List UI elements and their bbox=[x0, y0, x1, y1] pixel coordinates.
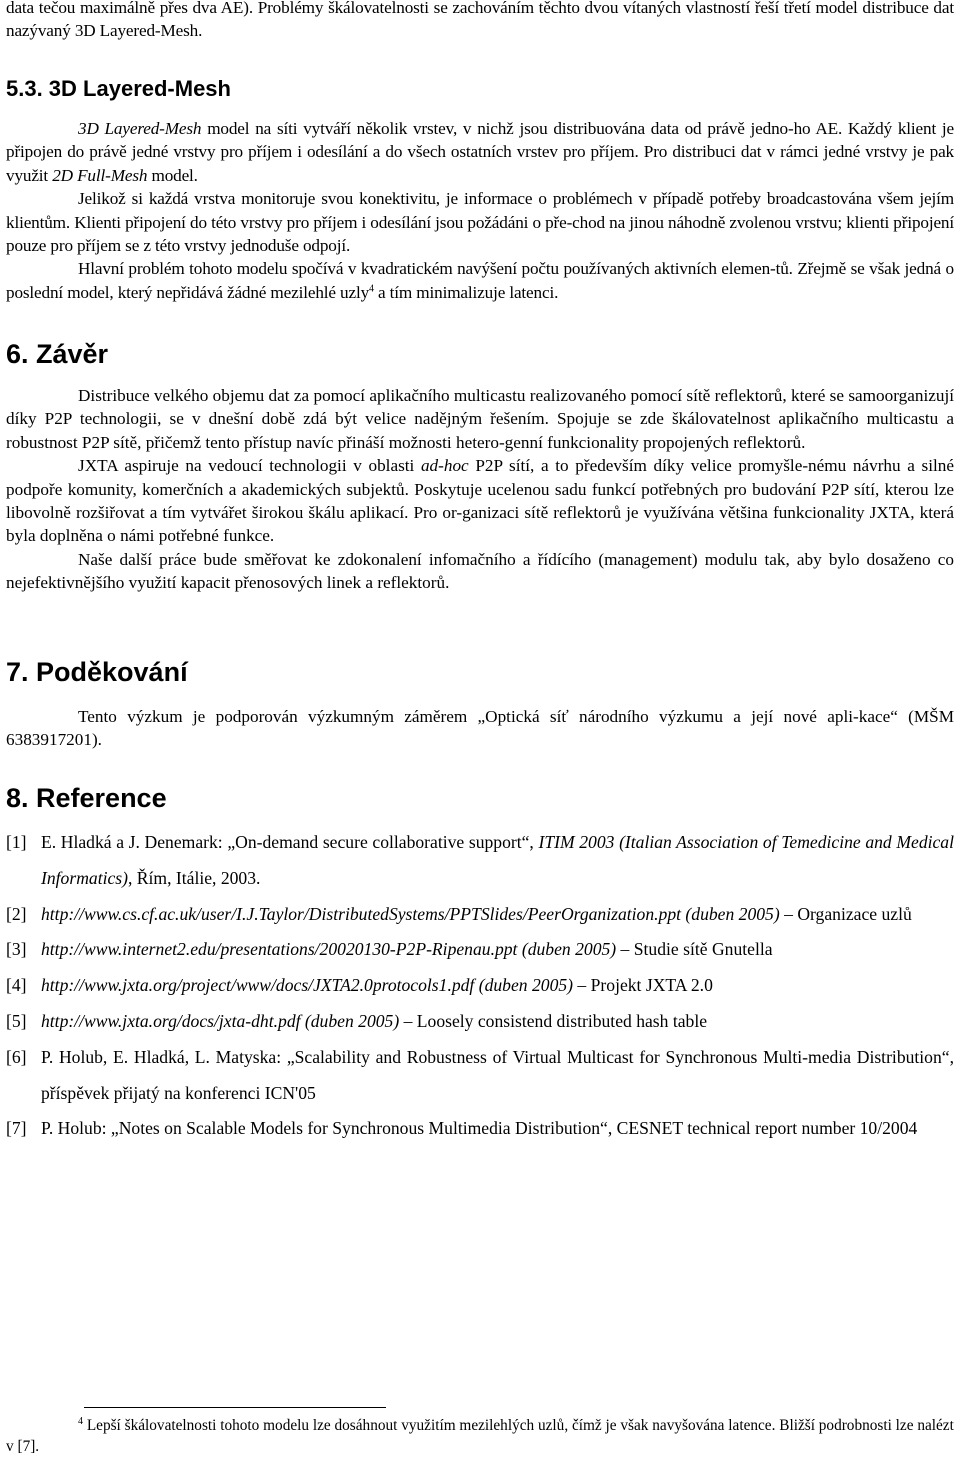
section-7-body bbox=[6, 705, 954, 752]
carryover-paragraph: data tečou maximálně přes dva AE). Problémy škálovatelnosti se zachováním těchto dvou vítaných vlastností řeší třetí model distribuce dat nazývaný 3D Layered-Mesh. bbox=[6, 0, 954, 41]
carryover-line-1: data tečou maximálně přes dva AE). Problémy škálovatelnosti se zachováním těchto dvou vítaných vlastností bbox=[6, 0, 751, 17]
reference-item: [5] http://www.jxta.org/docs/jxta-dht.pdf (duben 2005) – Loosely consistend distributed hash table bbox=[6, 1010, 708, 1031]
section-6-paragraph-1: Distribuce velkého objemu dat za pomocí aplikačního multicastu realizovaného pomocí sítě reflektorů, které se samoorganizují díky P2P technologii, se v dnešní době zdá být velice nadějným řešením. Spojuje se zde škálovatelnost aplikačního multicastu a robustnost P2P sítě, přičemž tento přístup navíc přináší možnosti hetero-genní funkcionality propojených reflektorů. bbox=[6, 386, 954, 452]
section-heading-7: 7. Poděkování bbox=[6, 657, 188, 687]
footnote-text: Lepší škálovatelnosti tohoto modelu lze dosáhnout využitím mezilehlých uzlů, čímž je však navyšována latence. Bližší podrobnosti lze nalézt v [7]. bbox=[6, 1417, 954, 1455]
reference-link[interactable]: http://www.jxta.org/project/www/docs/JXTA2.0protocols1.pdf (duben 2005) bbox=[41, 975, 574, 996]
section-7-paragraph-1: Tento výzkum je podporován výzkumným záměrem „Optická síť národního výzkumu a její nové apli-kace“ (MŠM 6383917201). bbox=[6, 707, 954, 750]
footnote-separator bbox=[84, 1407, 386, 1408]
footnote bbox=[6, 1416, 954, 1457]
footnote-marker: 4 bbox=[369, 283, 374, 295]
reference-link[interactable]: http://www.cs.cf.ac.uk/user/I.J.Taylor/DistributedSystems/PPTSlides/PeerOrganization.ppt (duben 2005) bbox=[41, 903, 780, 924]
reference-item: [6] P. Holub, E. Hladká, L. Matyska: „Scalability and Robustness of Virtual Multicast for Synchronous Multi-media Distribution“, příspěvek přijatý na konferenci ICN'05 bbox=[6, 1046, 954, 1103]
reference-item: [4] http://www.jxta.org/project/www/docs/JXTA2.0protocols1.pdf (duben 2005) – Projekt JXTA 2.0 bbox=[6, 975, 713, 996]
section-heading-6: 6. Závěr bbox=[6, 339, 109, 369]
section-6-paragraph-2: JXTA aspiruje na vedoucí technologii v oblasti ad-hoc P2P sítí, a to především díky velice promyšle-nému návrhu a silné podpoře komunity, komerčních a akademických subjektů. Poskytuje ucelenou sadu funkcí potřebných pro budování P2P sítí, kterou lze libovolně rozšiřovat a tím vytvářet širokou škálu aplikací. Pro or-ganizaci sítě reflektorů je využívána většina funkcionality JXTA, která byla doplněna o námi potřebné funkce. bbox=[6, 456, 954, 546]
reference-link[interactable]: http://www.internet2.edu/presentations/20020130-P2P-Ripenau.ppt (duben 2005) bbox=[41, 939, 617, 960]
reference-item: [1] E. Hladká a J. Denemark: „On-demand secure collaborative support“, ITIM 2003 (Italian Association of Temedicine and Medical Informatics), Řím, Itálie, 2003. bbox=[6, 832, 954, 888]
section-heading-8: 8. Reference bbox=[6, 783, 167, 813]
reference-item: [2] http://www.cs.cf.ac.uk/user/I.J.Taylor/DistributedSystems/PPTSlides/PeerOrganization.ppt (duben 2005) – Organizace uzlů bbox=[6, 903, 912, 924]
reference-item: [7] P. Holub: „Notes on Scalable Models for Synchronous Multimedia Distribution“, CESNET technical report number 10/2004 bbox=[6, 1118, 918, 1139]
section-5-3-paragraph-3: Hlavní problém tohoto modelu spočívá v kvadratickém navýšení počtu používaných aktivních elemen-tů. Zřejmě se však jedná o poslední model, který nepřidává žádné mezilehlé uzly$^4$ a tím minimalizuje latenci. bbox=[6, 259, 954, 302]
reference-list bbox=[6, 825, 954, 1147]
section-6-paragraph-3: Naše další práce bude směřovat ke zdokonalení infomačního a řídícího (management) modulu tak, aby bylo dosaženo co nejefektivnějšího využití kapacit přenosových linek a reflektorů. bbox=[6, 549, 954, 593]
footnote-number: 4 bbox=[78, 1415, 83, 1427]
reference-item: [3] http://www.internet2.edu/presentations/20020130-P2P-Ripenau.ppt (duben 2005) – Studie sítě Gnutella bbox=[6, 939, 773, 960]
section-5-3-paragraph-2: Jelikož si každá vrstva monitoruje svou konektivitu, je informace o problémech v případě potřeby broadcastována všem jejím klientům. Klienti připojení do této vrstvy pro příjem i odesílání jsou požádáni o pře-chod na jinou náhodně zvolenou vrstvu; klienti připojení pouze pro příjem se z této vrstvy jednoduše odpojí. bbox=[6, 189, 954, 256]
carryover-model-name: 3D Layered-Mesh bbox=[74, 21, 199, 41]
section-5-3-paragraph-1: 3D Layered-Mesh model na síti vytváří několik vrstev, v nichž jsou distribuována data od právě jedno-ho AE. Každý klient je připojen do právě jedné vrstvy pro příjem i odesílání a do všech ostatních vrstev pro příjem. Pro distribuci dat v rámci jedné vrstvy je pak využit 2D Full-Mesh model. bbox=[6, 119, 954, 185]
section-6-body bbox=[6, 384, 954, 595]
section-5-3-body bbox=[6, 117, 954, 304]
section-heading-5-3: 5.3. 3D Layered-Mesh bbox=[6, 76, 231, 101]
carryover-line-2a: řeší třetí model distribuce dat nazývaný bbox=[6, 0, 954, 41]
reference-link[interactable]: http://www.jxta.org/docs/jxta-dht.pdf (duben 2005) bbox=[41, 1010, 400, 1031]
